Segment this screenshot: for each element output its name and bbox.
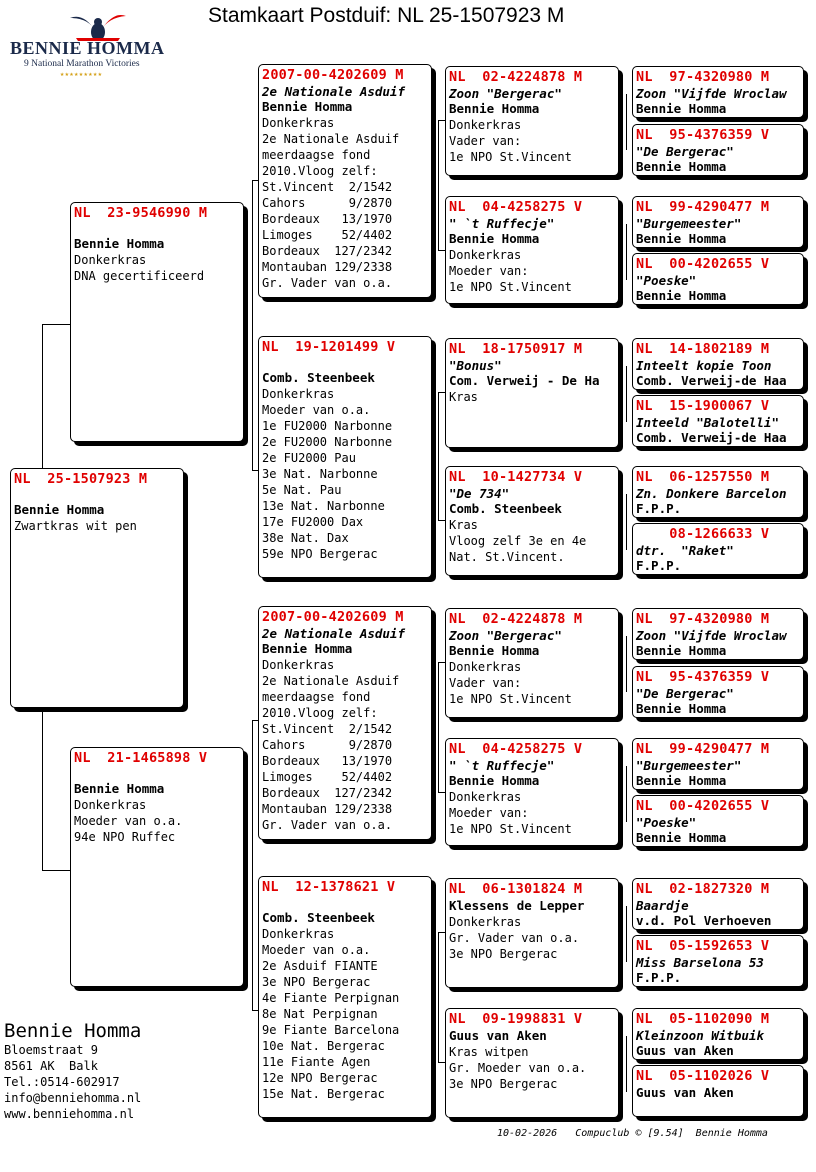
ring-number: NL 05-1592653 V [636,938,770,954]
detail-line: Donkerkras [262,387,335,401]
pigeon-name: " `t Ruffecje" [449,758,555,773]
address-line: 8561 AK Balk [4,1059,98,1073]
logo-subtitle: 9 National Marathon Victories [24,59,140,69]
pigeon-card-mm[interactable] [258,876,432,1118]
detail-line: 59e NPO Bergerac [262,547,378,561]
detail-line: Bordeaux 127/2342 [262,244,393,258]
pigeon-card-mmf[interactable] [445,878,619,988]
pigeon-card-mmm[interactable] [445,1008,619,1118]
pigeon-card-fm[interactable] [258,336,432,578]
owner: Bennie Homma [14,502,105,517]
ring-number: NL 14-1802189 M [636,341,770,357]
page-title: Stamkaart Postduif: NL 25-1507923 M [208,4,565,27]
connector [42,870,70,871]
ring-number: NL 02-1827320 M [636,881,770,897]
pigeon-card-ff[interactable] [258,64,432,298]
pigeon-name: " `t Ruffecje" [449,216,555,231]
owner: Bennie Homma [636,159,727,174]
connector [42,324,43,468]
detail-line: meerdaagse fond [262,690,371,704]
detail-line: Moeder van o.a. [74,814,183,828]
ring-number: NL 21-1465898 V [74,750,208,766]
owner: F.P.P. [636,501,682,516]
pigeon-name: Kleinzoon Witbuik [636,1028,764,1043]
detail-line: Moeder van: [449,264,529,278]
detail-line: Vader van: [449,676,522,690]
owner: Klessens de Lepper [449,898,585,913]
pigeon-card-father[interactable] [70,202,244,442]
detail-line: Gr. Vader van o.a. [262,276,393,290]
detail-line: Limoges 52/4402 [262,228,393,242]
ring-number: 2007-00-4202609 M [262,67,404,83]
breeder-address [4,1020,141,1122]
pigeon-card-fff[interactable] [445,66,619,176]
pigeon-name: Inteeld "Balotelli" [636,415,779,430]
ring-number: NL 97-4320980 M [636,611,770,627]
detail-line: 9e Fiante Barcelona [262,1023,400,1037]
owner: Comb. Steenbeek [262,910,375,925]
detail-line: 8e Nat Perpignan [262,1007,378,1021]
detail-line: 1e NPO St.Vincent [449,280,572,294]
ring-number: NL 00-4202655 V [636,798,770,814]
pigeon-card-gen4[interactable] [632,338,804,390]
owner: Guus van Aken [636,1085,734,1100]
detail-line: 94e NPO Ruffec [74,830,176,844]
ring-number: 2007-00-4202609 M [262,609,404,625]
pigeon-card-mff[interactable] [445,608,619,718]
detail-line: Moeder van o.a. [262,943,371,957]
detail-line: Bordeaux 127/2342 [262,786,393,800]
connector [626,494,627,550]
detail-line: Cahors 9/2870 [262,738,393,752]
pigeon-name: Baardje [636,898,689,913]
logo-stars: ★★★★★★★★★ [60,70,103,78]
pigeon-card-subject[interactable] [10,468,184,708]
owner: Comb. Verweij-de Haa [636,430,787,445]
pigeon-name: Inteelt kopie Toon [636,358,772,373]
logo-brand: BENNIE HOMMA [10,38,165,58]
ring-number: NL 04-4258275 V [449,741,583,757]
pigeon-card-gen4[interactable] [632,935,804,987]
ring-number: NL 04-4258275 V [449,199,583,215]
detail-line: Bordeaux 13/1970 [262,212,393,226]
detail-line: Zwartkras wit pen [14,519,137,533]
website-link[interactable]: www.benniehomma.nl [4,1107,135,1121]
owner: Com. Verweij - De Ha [449,373,600,388]
owner: Bennie Homma [636,701,727,716]
pigeon-name: dtr. "Raket" [636,543,734,558]
pigeon-name: Zoon "Bergerac" [449,86,562,101]
detail-line: 5e Nat. Pau [262,483,342,497]
ring-number: NL 06-1301824 M [449,881,583,897]
pigeon-card-gen4[interactable] [632,608,804,660]
connector [438,662,439,792]
ring-number: NL 99-4290477 M [636,199,770,215]
connector [438,932,445,933]
owner: Bennie Homma [449,101,540,116]
detail-line: 1e NPO St.Vincent [449,822,572,836]
pigeon-name: Zoon "Bergerac" [449,628,562,643]
owner: Bennie Homma [74,236,165,251]
detail-line: Donkerkras [449,660,522,674]
ring-number: NL 18-1750917 M [449,341,583,357]
pigeon-name: "De 734" [449,486,510,501]
ring-number: NL 15-1900067 V [636,398,770,414]
detail-line: 38e Nat. Dax [262,531,349,545]
detail-line: 17e FU2000 Dax [262,515,364,529]
detail-line: 11e Fiante Agen [262,1055,371,1069]
ring-number: NL 05-1102090 M [636,1011,770,1027]
email-link[interactable]: info@benniehomma.nl [4,1091,142,1105]
pigeon-name: Miss Barselona 53 [636,955,764,970]
footer-credit: 10-02-2026 Compuclub © [9.54] Bennie Homma [497,1128,768,1139]
detail-line: Cahors 9/2870 [262,196,393,210]
detail-line: Donkerkras [449,118,522,132]
owner: v.d. Pol Verhoeven [636,913,772,928]
detail-line: Moeder van o.a. [262,403,371,417]
detail-line: DNA gecertificeerd [74,269,205,283]
detail-line: Kras witpen [449,1045,529,1059]
pigeon-card-gen4[interactable] [632,1065,804,1117]
detail-line: 2010.Vloog zelf: [262,164,378,178]
detail-line: Gr. Vader van o.a. [449,931,580,945]
detail-line: Donkerkras [262,927,335,941]
detail-line: 2e FU2000 Narbonne [262,435,393,449]
owner: Bennie Homma [636,830,727,845]
pigeon-name: "Bonus" [449,358,502,373]
ring-number: NL 06-1257550 M [636,469,770,485]
ring-number: NL 95-4376359 V [636,669,770,685]
detail-line: Donkerkras [449,248,522,262]
ring-number: NL 25-1507923 M [14,471,148,487]
connector [42,710,43,870]
detail-line: 1e NPO St.Vincent [449,692,572,706]
detail-line: 4e Fiante Perpignan [262,991,400,1005]
pigeon-card-gen4[interactable] [632,66,804,118]
pigeon-card-gen4[interactable] [632,1008,804,1060]
pigeon-card-fmm[interactable] [445,466,619,576]
pigeon-name: Zoon "Vijfde Wroclaw [636,628,787,643]
detail-line: Kras [449,390,478,404]
pigeon-name: Zoon "Vijfde Wroclaw [636,86,787,101]
detail-line: 13e Nat. Narbonne [262,499,385,513]
pigeon-name: "Poeske" [636,815,697,830]
owner: Comb. Steenbeek [262,370,375,385]
detail-line: Gr. Moeder van o.a. [449,1061,587,1075]
detail-line: 2e Asduif FIANTE [262,959,378,973]
owner: F.P.P. [636,970,682,985]
ring-number: NL 12-1378621 V [262,879,396,895]
ring-number: NL 09-1998831 V [449,1011,583,1027]
connector [626,94,627,150]
detail-line: 3e NPO Bergerac [449,947,558,961]
connector [42,324,70,325]
detail-line: Donkerkras [262,116,335,130]
detail-line: St.Vincent 2/1542 [262,180,393,194]
detail-line: 15e Nat. Bergerac [262,1087,385,1101]
detail-line: Montauban 129/2338 [262,260,393,274]
owner: Bennie Homma [636,231,727,246]
connector [438,792,445,793]
connector [626,366,627,422]
detail-line: Gr. Vader van o.a. [262,818,393,832]
logo [6,14,182,82]
pigeon-card-gen4[interactable] [632,395,804,447]
connector [438,392,445,393]
pigeon-card-gen4[interactable] [632,196,804,248]
owner: Bennie Homma [449,773,540,788]
pigeon-card-gen4[interactable] [632,795,804,847]
connector [438,662,445,663]
owner: Bennie Homma [636,643,727,658]
pigeon-card-gen4[interactable] [632,466,804,518]
connector [252,180,253,470]
connector [626,906,627,962]
pigeon-card-gen4[interactable] [632,523,804,575]
detail-line: Limoges 52/4402 [262,770,393,784]
owner: Guus van Aken [636,1043,734,1058]
detail-line: 12e NPO Bergerac [262,1071,378,1085]
ring-number: NL 05-1102026 V [636,1068,770,1084]
detail-line: meerdaagse fond [262,148,371,162]
ring-number: NL 19-1201499 V [262,339,396,355]
detail-line: 2010.Vloog zelf: [262,706,378,720]
detail-line: St.Vincent 2/1542 [262,722,393,736]
connector [626,224,627,280]
connector [438,250,445,251]
pigeon-card-fmf[interactable] [445,338,619,448]
detail-line: Bordeaux 13/1970 [262,754,393,768]
detail-line: 2e Nationale Asduif [262,132,400,146]
detail-line: 2e FU2000 Pau [262,451,356,465]
connector [438,1062,445,1063]
detail-line: Vloog zelf 3e en 4e [449,534,587,548]
pigeon-name: 2e Nationale Asduif [262,626,405,641]
owner: F.P.P. [636,558,682,573]
connector [438,932,439,1062]
pigeon-card-mother[interactable] [70,747,244,987]
detail-line: Moeder van: [449,806,529,820]
pigeon-name: 2e Nationale Asduif [262,84,405,99]
detail-line: Donkerkras [449,790,522,804]
owner: Bennie Homma [636,101,727,116]
detail-line: 3e NPO Bergerac [449,1077,558,1091]
detail-line: Vader van: [449,134,522,148]
pigeon-card-mfm[interactable] [445,738,619,846]
owner: Comb. Verweij-de Haa [636,373,787,388]
connector [252,720,253,1010]
ring-number: NL 23-9546990 M [74,205,208,221]
ring-number: NL 02-4224878 M [449,69,583,85]
detail-line: Nat. St.Vincent. [449,550,565,564]
ring-number: NL 10-1427734 V [449,469,583,485]
owner: Bennie Homma [636,773,727,788]
connector [438,120,439,250]
ring-number: NL 99-4290477 M [636,741,770,757]
pigeon-card-gen4[interactable] [632,738,804,790]
detail-line: 1e NPO St.Vincent [449,150,572,164]
pigeon-card-gen4[interactable] [632,124,804,176]
detail-line: Donkerkras [74,798,147,812]
pigeon-name: Zn. Donkere Barcelon [636,486,787,501]
pigeon-card-ffm[interactable] [445,196,619,304]
address-line: Bloemstraat 9 [4,1043,98,1057]
detail-line: Donkerkras [74,253,147,267]
pigeon-card-gen4[interactable] [632,878,804,930]
connector [626,636,627,692]
pigeon-name: "Poeske" [636,273,697,288]
detail-line: Donkerkras [262,658,335,672]
detail-line: 2e Nationale Asduif [262,674,400,688]
pigeon-card-gen4[interactable] [632,666,804,718]
detail-line: 3e NPO Bergerac [262,975,371,989]
detail-line: Montauban 129/2338 [262,802,393,816]
ring-number: 08-1266633 V [636,526,770,542]
ring-number: NL 97-4320980 M [636,69,770,85]
pigeon-card-gen4[interactable] [632,253,804,305]
detail-line: 10e Nat. Bergerac [262,1039,385,1053]
detail-line: Donkerkras [449,915,522,929]
owner: Bennie Homma [74,781,165,796]
owner: Bennie Homma [636,288,727,303]
ring-number: NL 95-4376359 V [636,127,770,143]
owner: Bennie Homma [262,99,353,114]
pigeon-name: "De Bergerac" [636,686,734,701]
owner: Bennie Homma [449,643,540,658]
detail-line: 3e Nat. Narbonne [262,467,378,481]
ring-number: NL 02-4224878 M [449,611,583,627]
owner: Comb. Steenbeek [449,501,562,516]
owner: Guus van Aken [449,1028,547,1043]
phone: Tel.:0514-602917 [4,1075,120,1089]
breeder-name: Bennie Homma [4,1020,142,1042]
connector [438,392,439,520]
pigeon-name: "Burgemeester" [636,758,742,773]
ring-number: NL 00-4202655 V [636,256,770,272]
pigeon-name: "Burgemeester" [636,216,742,231]
connector [626,766,627,822]
detail-line: Kras [449,518,478,532]
connector [438,120,445,121]
owner: Bennie Homma [262,641,353,656]
owner: Bennie Homma [449,231,540,246]
pigeon-name: "De Bergerac" [636,144,734,159]
detail-line: 1e FU2000 Narbonne [262,419,393,433]
connector [438,520,445,521]
pigeon-card-mf[interactable] [258,606,432,840]
connector [626,1036,627,1092]
